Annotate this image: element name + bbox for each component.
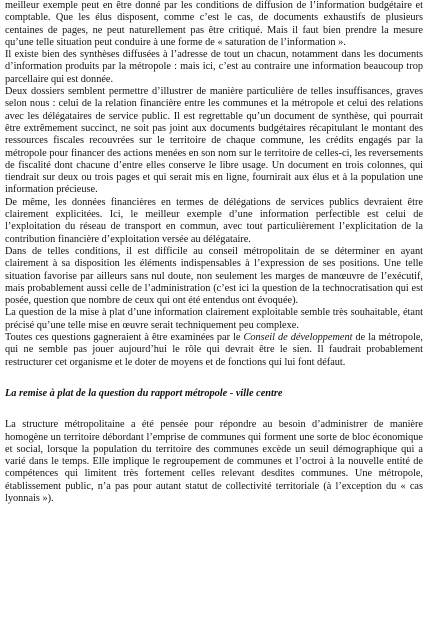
paragraph-development-council-before: Toutes ces questions gagneraient à être examinées par le bbox=[5, 332, 244, 344]
paragraph-development-council bbox=[5, 332, 423, 369]
paragraph-metropolitan-structure: La structure métropolitaine a été pensée pour répondre au besoin d’administrer de manière homogène un territoire débordant l’emprise de communes qui forment une sorte de bloc économique et social, lorsque la population du territoire des communes excède un seuil démographique qui a varié dans le temps. Elle implique le regroupement de communes et l’octroi à la nouvelle entité de compétences qui limitent très fortement celles relevant desdites communes. Une métropole, établissement public, n’a pas pour autant statut de collectivité territoriale (à l’exception du « cas lyonnais »). bbox=[5, 419, 423, 504]
paragraph-development-council-after: de la métropole, qui ne semble pas jouer aujourd’hui le rôle qui devrait être le sien. Il faudrait probablement restructurer cet organisme et le doter de moyens et de fonctions qui lui font défaut. bbox=[5, 332, 423, 368]
paragraph-budget-information: meilleur exemple peut en être donné par les conditions de diffusion de l’information budgétaire et comptable. Que les élus disposent, comme c’est le cas, de documents exhaustifs de plusieurs centaines de pages, ne peut naturellement pas être critiqué. Mais il faut bien prendre la mesure qu’une telle situation peut conduire à une forme de « saturation de l’information ». bbox=[5, 0, 423, 48]
paragraph-public-service-delegations: De même, les données financières en termes de délégations de services publics devraient être clairement explicitées. Ici, le meilleur exemple d’une information perfectible est celui de l’exploitation du réseau de transport en commun, avec tout particulièrement l’explicitation de la contribution financière d’exploitation versée au délégataire. bbox=[5, 196, 423, 245]
paragraph-two-files: Deux dossiers semblent permettre d’illustrer de manière particulière de telles insuffisances, graves selon nous : celui de la relation financière entre les communes et la métropole et celui des relations avec les délégataires de service public. Il est regrettable qu’un document de synthèse, qui pourrait être extrêmement succinct, ne soit pas joint aux documents budgétaires récapitulant le montant des ressources fiscales recouvrées sur le territoire de chaque commune, les crédits engagés par la métropole pour financer des actions menées en son nom sur le territoire de celles-ci, les reversements de fiscalité dont chacune d’entre elles conserve le libre usage. Un document en trois colonnes, qui tiendrait sur deux ou trois pages et qui serait mis en ligne, fournirait aux élus et à la population une information précieuse. bbox=[5, 86, 423, 196]
development-council-emphasis: Conseil de développement bbox=[243, 332, 353, 344]
paragraph-council-conditions: Dans de telles conditions, il est difficile au conseil métropolitain de se déterminer en ayant clairement à sa disposition les éléments indispensables à l’expression de ses positions. Une telle situation favorise par ailleurs sans nul doute, non seulement les marges de manœuvre de l’exécutif, mais probablement aussi celle de l’administration (c’est ici la question de la technocratisation qui est posée, question que nombre de ceux qui ont été entendus ont évoquée). bbox=[5, 245, 423, 307]
document-page bbox=[5, 0, 423, 505]
section-title: La remise à plat de la question du rapport métropole - ville centre bbox=[5, 387, 283, 399]
paragraph-synthesis-documents: Il existe bien des synthèses diffusées à l’adresse de tout un chacun, notamment dans les documents d’information produits par la métropole : mais ici, c’est au contraire une information beaucoup trop parcellaire qui est donnée. bbox=[5, 49, 423, 85]
paragraph-flattening-information: La question de la mise à plat d’une information clairement exploitable semble très souhaitable, étant précisé qu’une telle mise en œuvre serait techniquement peu complexe. bbox=[5, 307, 423, 331]
